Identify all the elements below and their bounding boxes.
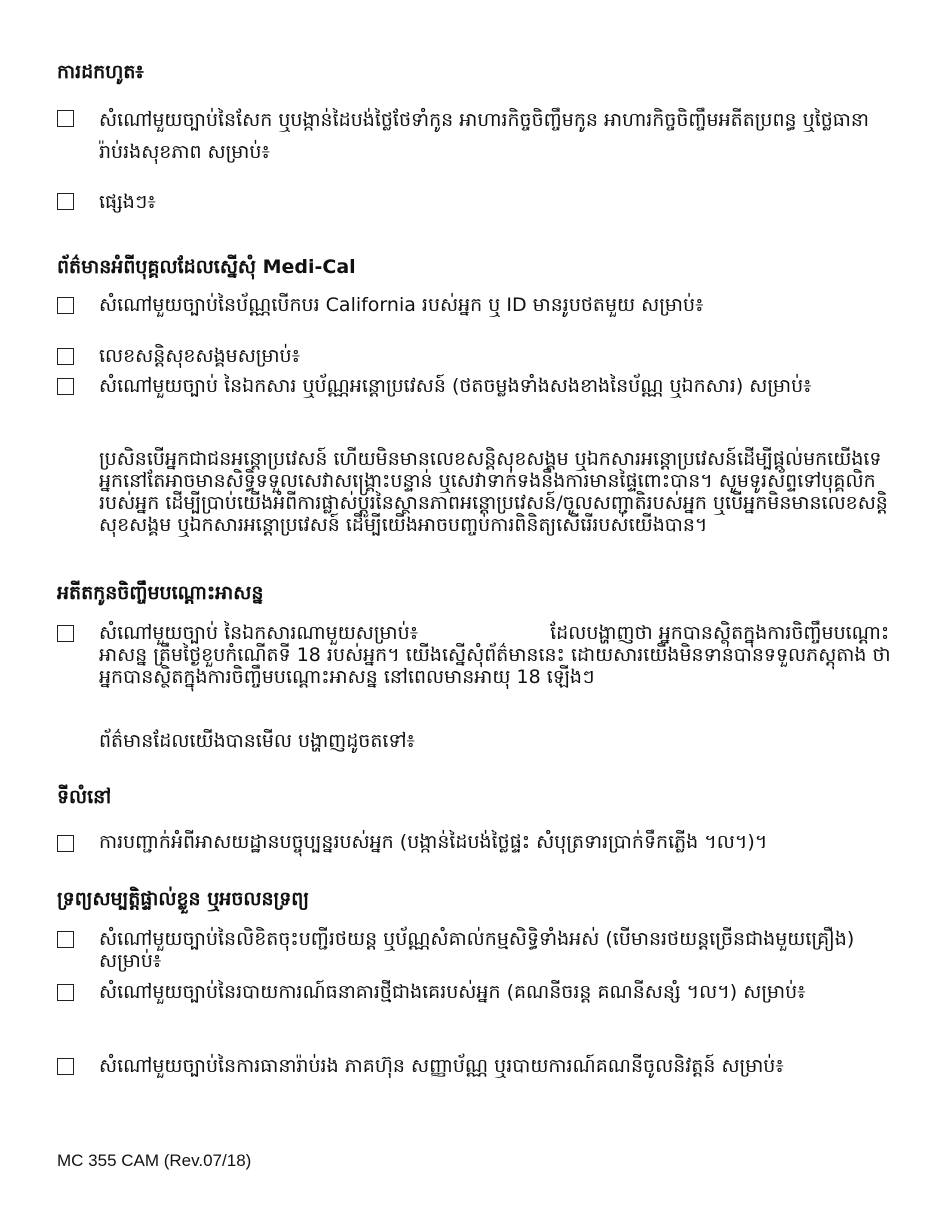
checkbox-bank-statement[interactable]: [57, 984, 74, 1001]
section-title-foster: អតីតកូនចិញ្ចឹមបណ្តោះអាសន្ន: [57, 582, 264, 604]
checkbox-address-proof[interactable]: [57, 835, 74, 852]
item-vehicle-registration: សំណៅមួយច្បាប់នៃលិខិតចុះបញ្ជីរថយន្ត ឬប័ណ្ណសំគាល់កម្មសិទ្ធិទាំងអស់ (បើមានរថយន្តច្រើនជាងមួយគ្រឿង) សម្រាប់៖: [99, 928, 855, 972]
section-title-deductions: ការដកហូត៖: [57, 61, 144, 83]
item-immigration-doc: សំណៅមួយច្បាប់ នៃឯកសារ ឬប័ណ្ណអន្តោប្រវេសន៍ (ថតចម្លងទាំងសងខាងនៃប័ណ្ណ ឬឯកសារ) សម្រាប់៖: [99, 375, 812, 397]
item-other: ផ្សេងៗ៖: [99, 191, 156, 213]
item-support-payments: សំណៅមួយច្បាប់នៃសែក ឬបង្កាន់ដៃបង់ថ្លៃថែទាំកូន អាហារកិច្ចចិញ្ចឹមកូន អាហារកិច្ចចិញ្ចឹមអតីតប្រពន្ធ ឬថ្លៃធានារ៉ាប់រងសុខភាព សម្រាប់៖: [99, 109, 869, 163]
checkbox-foster-doc[interactable]: [57, 625, 74, 642]
item-address-proof: ការបញ្ជាក់អំពីអាសយដ្ឋានបច្ចុប្បន្នរបស់អ្នក (បង្កាន់ដៃបង់ថ្លៃផ្ទះ សំបុត្រទារប្រាក់ទឹកភ្លើង ។ល។)។: [99, 831, 768, 853]
item-bank-statement: សំណៅមួយច្បាប់នៃរបាយការណ៍ធនាគារថ្មីជាងគេរបស់អ្នក (គណនីចរន្ត គណនីសន្សំ ។ល។) សម្រាប់៖: [99, 981, 806, 1003]
checkbox-immigration-doc[interactable]: [57, 378, 74, 395]
checkbox-other[interactable]: [57, 193, 74, 210]
section-title-residence: ទីលំនៅ: [57, 786, 112, 808]
checkbox-insurance-stocks[interactable]: [57, 1058, 74, 1075]
foster-doc-text-end: ដែលបង្ហាញថា អ្នកបានស្ថិតក្នុងការចិញ្ចឹមបណ្តោះអាសន្ន ត្រឹមថ្ងៃខួបកំណើតទី 18 របស់អ្នក។ យើងស្នើសុំព័ត៌មាននេះ ដោយសារយើងមិនទាន់បានទទួលភស្តុតាង ថាអ្នកបានស្ថិតក្នុងការចិញ្ចឹមបណ្តោះអាសន្ន នៅពេលមានអាយុ 18 ឡើងៗ: [99, 622, 891, 688]
checkbox-ssn[interactable]: [57, 348, 74, 365]
foster-note: ព័ត៌មានដែលយើងបានមើល បង្ហាញដូចតទៅ៖: [99, 730, 415, 752]
item-ssn: លេខសន្តិសុខសង្គមសម្រាប់៖: [99, 345, 300, 367]
checkbox-vehicle-registration[interactable]: [57, 931, 74, 948]
checkbox-support-payments[interactable]: [57, 110, 74, 127]
item-drivers-license: សំណៅមួយច្បាប់នៃប័ណ្ណបើកបរ California របស់អ្នក ឬ ID មានរូបថតមួយ សម្រាប់៖: [99, 294, 704, 316]
foster-doc-text-start: សំណៅមួយច្បាប់ នៃឯកសារណាមួយសម្រាប់៖: [99, 622, 419, 644]
section-title-property: ទ្រព្យសម្បត្តិផ្ទាល់ខ្លួន ឬអចលនទ្រព្យ: [57, 888, 310, 910]
item-foster-doc: [99, 622, 899, 688]
form-number: MC 355 CAM (Rev.07/18): [57, 1151, 252, 1170]
section-title-applicant: ព័ត៌មានអំពីបុគ្គលដែលស្នើសុំ Medi-Cal: [57, 256, 356, 278]
checkbox-drivers-license[interactable]: [57, 297, 74, 314]
immigration-note: ប្រសិនបើអ្នកជាជនអន្តោប្រវេសន៍ ហើយមិនមានលេខសន្តិសុខសង្គម ឬឯកសារអន្តោប្រវេសន៍ដើម្បីផ្តល់មកយើងទេ អ្នកនៅតែអាចមានសិទ្ធិទទួលសេវាសង្គ្រោះបន្ទាន់ ឬសេវាទាក់ទងនឹងការមានផ្ទៃពោះបាន។ សូមទូរស័ព្ទទៅបុគ្គលិករបស់អ្នក ដើម្បីប្រាប់យើងអំពីការផ្លាស់ប្តូរនៃស្ថានភាពអន្តោប្រវេសន៍/ចូលសញ្ជាតិរបស់អ្នក ឬបើអ្នកមិនមានលេខសន្តិសុខសង្គម ឬឯកសារអន្តោប្រវេសន៍ ដើម្បីយើងអាចបញ្ចប់ការពិនិត្យសើរើរបស់យើងបាន។: [99, 448, 888, 536]
item-insurance-stocks: សំណៅមួយច្បាប់នៃការធានារ៉ាប់រង ភាគហ៊ុន សញ្ញាប័ណ្ណ ឬរបាយការណ៍គណនីចូលនិវត្តន៍ សម្រាប់៖: [99, 1055, 784, 1077]
